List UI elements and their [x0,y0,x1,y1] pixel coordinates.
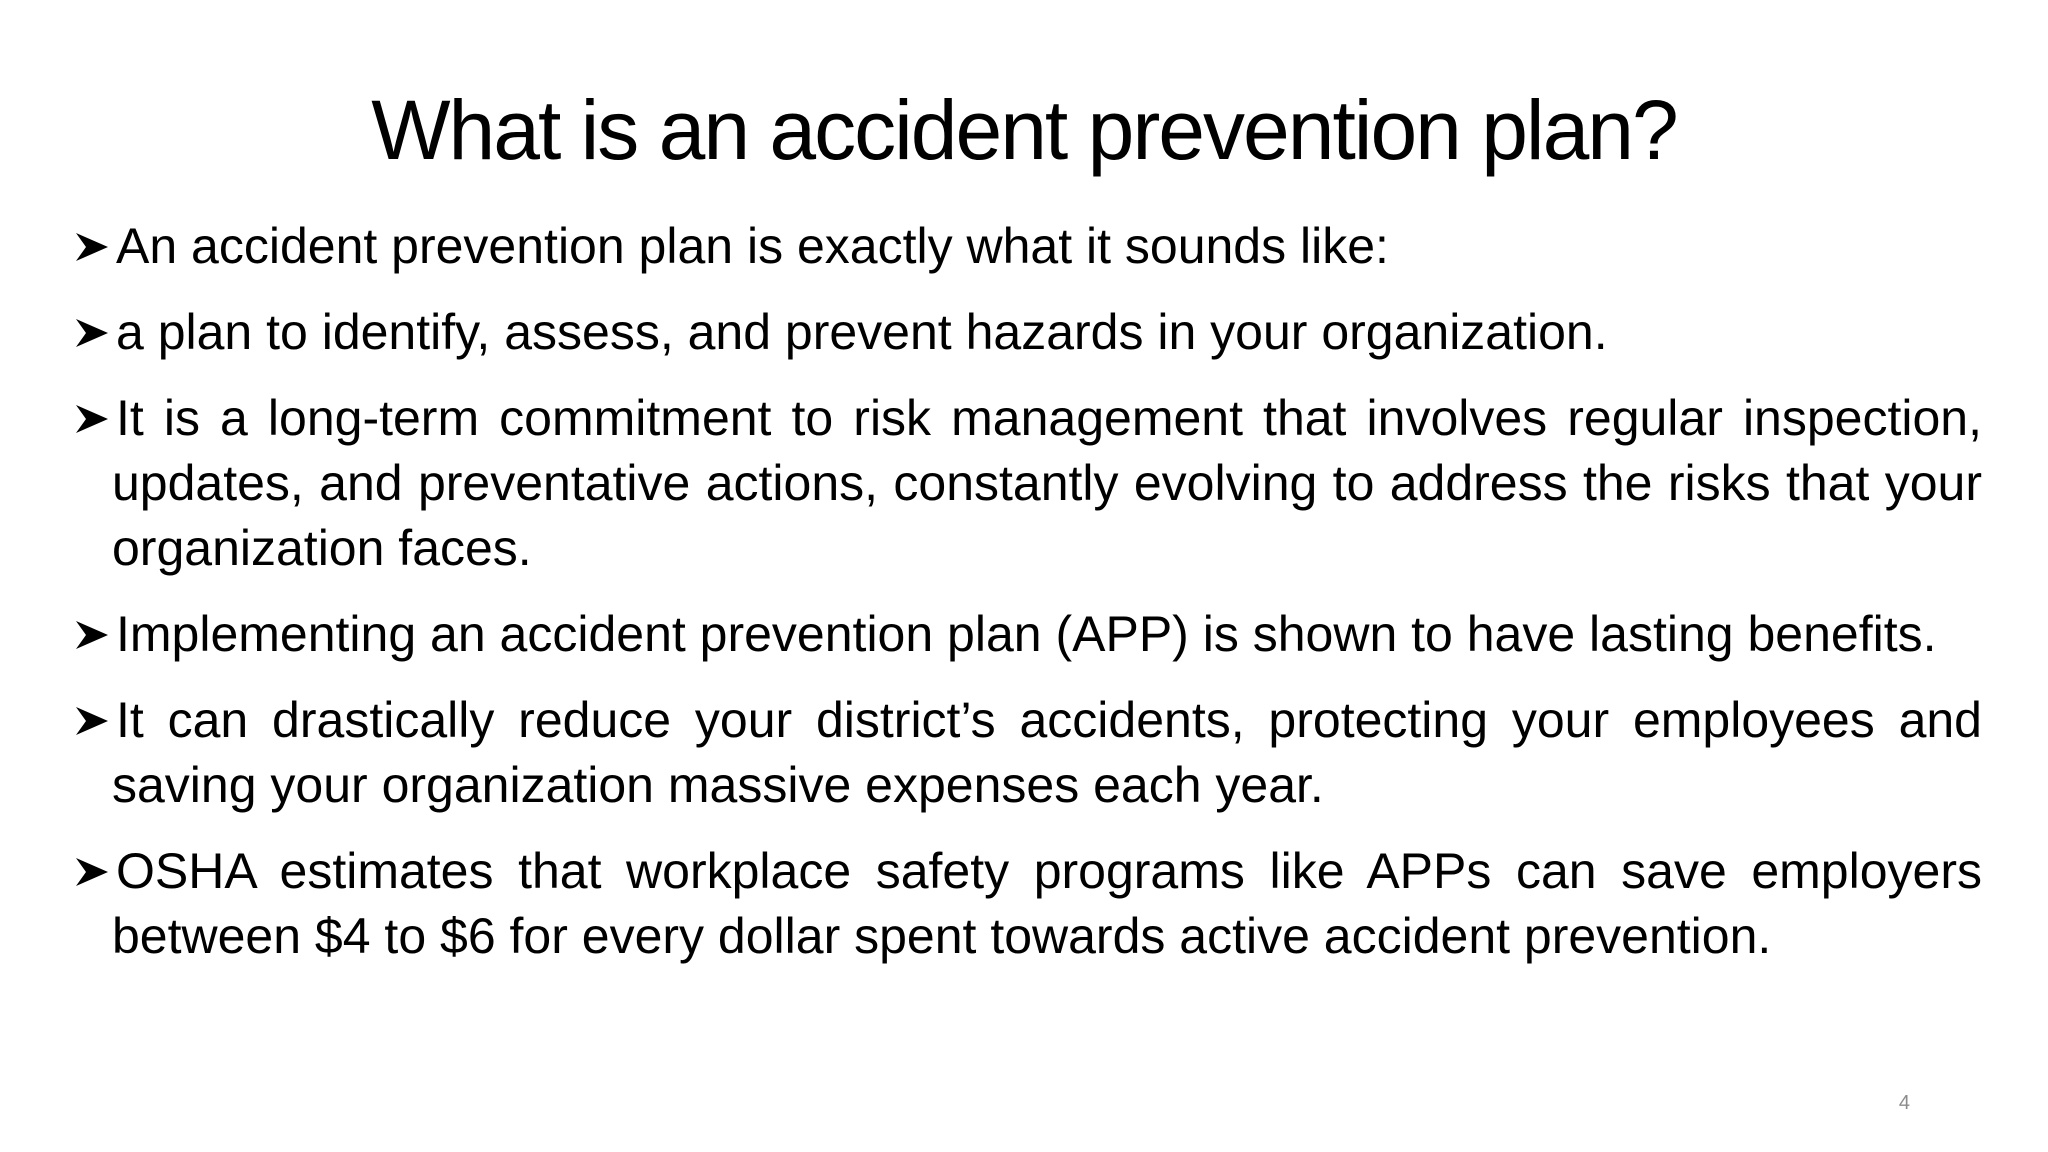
page-number: 4 [1898,1092,1910,1114]
arrowhead-bullet-icon [74,688,116,753]
bullet-item [74,300,1982,365]
arrowhead-bullet-icon [74,602,116,667]
bullet-item [74,214,1982,279]
arrowhead-bullet-icon [74,386,116,451]
bullet-text: Implementing an accident prevention plan (APP) is shown to have lasting benefits. [116,606,1937,662]
arrowhead-bullet-icon [74,214,116,279]
bullet-text: a plan to identify, assess, and prevent hazards in your organization. [116,304,1608,360]
arrowhead-bullet-icon [74,300,116,365]
bullet-item [74,839,1982,969]
bullet-text: OSHA estimates that workplace safety programs like APPs can save employers between $4 to $6 for every dollar spent towards active accident prevention. [112,843,1982,964]
arrowhead-bullet-icon [74,839,116,904]
bullet-text: It is a long-term commitment to risk management that involves regular inspection, updates, and preventative actions, constantly evolving to address the risks that your organization faces. [112,390,1982,576]
bullet-item [74,386,1982,581]
slide-title: What is an accident prevention plan? [371,83,1677,177]
bullet-item [74,602,1982,667]
bullet-text: An accident prevention plan is exactly what it sounds like: [116,218,1389,274]
bullet-item [74,688,1982,818]
bullet-text: It can drastically reduce your district’s accidents, protecting your employees and saving your organization massive expenses each year. [112,692,1982,813]
bullet-list [74,214,1982,990]
